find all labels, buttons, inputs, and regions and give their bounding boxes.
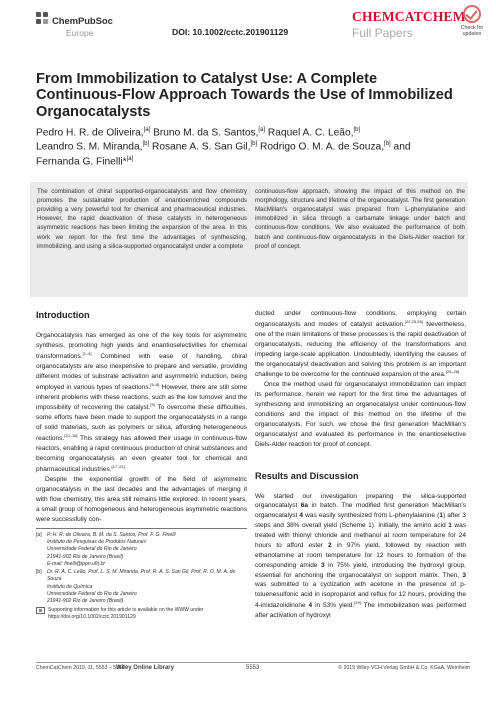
footer-divider bbox=[36, 662, 470, 663]
journal-name: CHEMCATCHEM bbox=[352, 9, 466, 24]
paragraph: Once the method used for organocatalyst immobilization can impact its performance, herein we report for the first time the advantages of synthesizing and immobilizing an organocatalyst under continuous-flow conditions and the impact of this method on the lifetime of the organocatalysts. For such, we chose the first generation MacMillan's organocatalyst and evaluated its performance in the enantioselective Diels-Alder reaction for proof of concept. bbox=[255, 381, 466, 448]
check-updates-label: Check for updates bbox=[460, 25, 484, 38]
paragraph: ducted under continuous-flow conditions, employing certain organocatalysts and modes of catalyst activation.[22,25,26] Nevertheless, one of the main limitations of these processes is the rapid deactivation of organocatalysts, reducing the efficiency of the transformations and impeding large-scale application. Undoubtedly, identifying the causes of the organocatalyst deactivation and solving this problem is an important challenge to be overcome for the continued expansion of the area.[25–28] bbox=[255, 310, 466, 379]
article-doi[interactable]: DOI: 10.1002/cctc.201901129 bbox=[172, 27, 289, 37]
publisher-logo[interactable] bbox=[36, 12, 113, 38]
footnote-divider bbox=[36, 528, 247, 529]
author-line: Leandro S. M. Miranda,[b] Rosane A. S. San Gil,[b] Rodrigo O. M. A. de Souza,[b] and bbox=[36, 141, 411, 153]
publisher-sub: Europe bbox=[66, 28, 94, 38]
author-line: Fernanda G. Finelli*[a] bbox=[36, 155, 134, 167]
body-column-left bbox=[36, 309, 247, 524]
supporting-info-icon bbox=[36, 607, 45, 614]
article-type: Full Papers bbox=[352, 25, 413, 40]
page-footer bbox=[36, 665, 470, 677]
copyright: © 2019 Wiley-VCH Verlag GmbH & Co. KGaA, Weinheim bbox=[338, 665, 470, 671]
check-updates-icon bbox=[463, 5, 481, 23]
abstract-right: continuous-flow approach, showing the impact of this method on the morphology, structure and lifetime of the organocatalyst. The first generation MacMillan's organocatalyst was prepared from L-phenylalanine and immobilized in silica through a carbamate linkage under batch and continuous-flow conditions. We also evaluated the performance of both batch and continuous-flow organocatalysts in the Diels-Alder reaction for proof of concept. bbox=[255, 188, 465, 250]
footer-citation: ChemCatChem 2019, 11, 5553 – 5561 bbox=[36, 665, 125, 671]
supporting-info-note[interactable]: Supporting information for this article is available on the WWW under https://doi.org/10.1002/cctc.201901129 bbox=[36, 607, 248, 621]
page-number: 5553 bbox=[246, 665, 260, 671]
footnote-b: [b] Dr. R. A. C. Leão, Prof. L. S. M. Miranda, Prof. R. A. S. San Gil, Prof. R. O. M. A. de Souza Instituto de Química Universidade Federal do Rio de Janeiro 21941-902 Rio de Janeiro (Brasil) bbox=[36, 569, 236, 604]
paragraph: Despite the exponential growth of the field of asymmetric organocatalysis in the last decades and the advantages of merging it with flow chemistry, this area still remains little explored. In recent years, a small group of homogeneous and heterogeneous asymmetric reactions were successfully con- bbox=[36, 476, 247, 523]
affiliation-footnotes bbox=[36, 532, 248, 622]
author-line: Pedro H. R. de Oliveira,[a] Bruno M. da S. Santos,[a] Raquel A. C. Leão,[b] bbox=[36, 127, 361, 139]
body-column-right bbox=[255, 309, 466, 621]
section-heading-introduction: Introduction bbox=[36, 310, 90, 320]
check-for-updates-badge[interactable] bbox=[455, 5, 489, 45]
section-heading-results: Results and Discussion bbox=[255, 470, 359, 481]
author-list bbox=[36, 126, 471, 169]
wiley-online-library-link[interactable]: Wiley Online Library bbox=[116, 665, 174, 671]
paragraph: Organocatalysis has emerged as one of the key tools for asymmetric synthesis, promoting high yields and enantioselectivities for chemical transformations.[1–4] Combined with ease of handling, chiral organocatalysts are also inexpensive to prepare and versatile, providing different modes of substrate activation and asymmetric induction, being employed in various types of reactions.[5–8] However, there are still some inherent problems with these reactions, such as the low turnover and the impossibility of recovering the catalyst.[9] To overcome these difficulties, some efforts have been made to support the organocatalysts in a range of solid materials, such as polymers or silica, affording heterogeneous reactions.[10–16] This strategy has allowed their usage in continuous-flow reactors, enabling a rapid continuous production of chiral substances and becoming organocatalysis an even greater tool for chemical and pharmaceutical industries.[17–21] bbox=[36, 331, 247, 474]
publisher-logo-icon bbox=[36, 12, 49, 27]
paragraph: We started our investigation preparing the silica-supported organocatalyst 6a in batch. The modified first generation MacMillan's organocatalyst 4 was easily synthesized from L-phenylalanine (1) after 3 steps and 38% overall yield (Scheme 1). Initially, the amino acid 1 was treated with thionyl chloride and methanol at room temperature for 24 hours to afford ester 2 in 97% yield, followed by reaction with ethanolamine at room temperature for 12 hours to formation of the corresponding amide 3 in 75% yield, introducing the hydroxyl group, essential for anchoring the organocatalyst on support matrix. Then, 3 was submitted to a cyclization with acetone in the presence of p-toluenesulfonic acid in isopropanol and reflux for 12 hours, providing the 4-imidazolidinone 4 in 53% yield.[29] The immobilization was performed after activation of hydroxyl bbox=[255, 492, 467, 620]
author-email[interactable]: E-mail: finelli@ippn.ufrj.br bbox=[47, 560, 106, 567]
page-header bbox=[0, 0, 496, 46]
abstract-left: The combination of chiral supported-organocatalysts and flow chemistry promotes the sustainable production of enantioenriched compounds providing a very powerful tool for chemical and pharmaceutical industries. However, the rapid deactivation of these catalysts in heterogeneous asymmetric reactions has been limiting the expansion of the area. In this work we report for the first time the advantages of synthesizing, immobilizing, and using a silica-supported organocatalyst under a complete bbox=[37, 188, 247, 250]
journal-masthead bbox=[352, 10, 466, 39]
footnote-a: [a] P. H. R. de Oliveira, B. M. da S. Santos, Prof. F. G. Finelli Instituto de Pesquisas de Produtos Naturais Universidade Federal do Rio de Janeiro 21941-902 Rio de Janeiro (Brasil) E-mail: finelli@ippn.ufrj.br bbox=[36, 532, 176, 567]
publisher-name: ChemPubSoc bbox=[52, 16, 113, 27]
article-title: From Immobilization to Catalyst Use: A Complete Continuous-Flow Approach Towards the Use of Immobilized Organocatalysts bbox=[36, 71, 453, 120]
abstract-box bbox=[30, 182, 468, 297]
